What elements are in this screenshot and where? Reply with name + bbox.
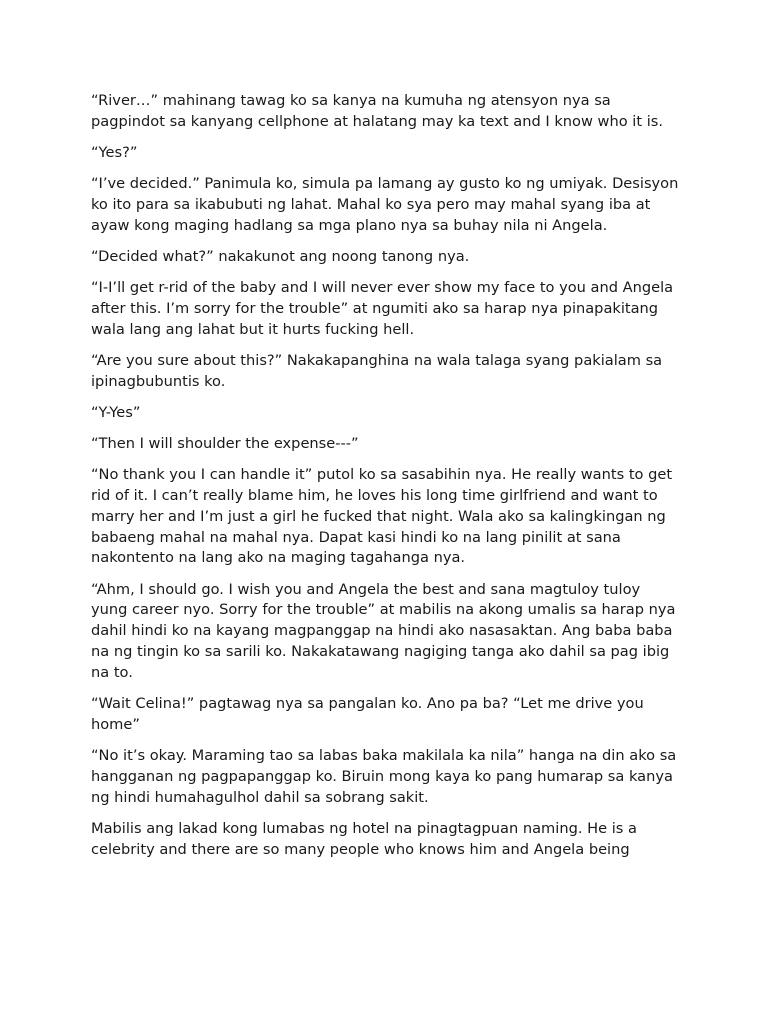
document-body xyxy=(91,91,679,871)
paragraph: “I’ve decided.” Panimula ko, simula pa lamang ay gusto ko ng umiyak. Desisyon ko ito para sa ikabubuti ng lahat. Mahal ko sya pero may mahal syang iba at ayaw kong maging hadlang sa mga plano nya sa buhay nila ni Angela. xyxy=(91,175,679,234)
paragraph: “No it’s okay. Maraming tao sa labas baka makilala ka nila” hanga na din ako sa hangganan ng pagpapanggap ko. Biruin mong kaya ko pang humarap sa kanya ng hindi humahagulhol dahil sa sobrang sakit. xyxy=(91,747,677,806)
paragraph: “Are you sure about this?” Nakakapanghina na wala talaga syang pakialam sa ipinagbubuntis ko. xyxy=(91,351,663,390)
paragraph: “River…” mahinang tawag ko sa kanya na kumuha ng atensyon nya sa pagpindot sa kanyang cellphone at halatang may ka text and I know who it is. xyxy=(91,92,663,130)
paragraph: Mabilis ang lakad kong lumabas ng hotel na pinagtagpuan naming. He is a celebrity and there are so many people who knows him and Angela being xyxy=(91,819,637,858)
paragraph: “Yes?” xyxy=(91,143,138,161)
paragraph: “Ahm, I should go. I wish you and Angela the best and sana magtuloy tuloy yung career nyo. Sorry for the trouble” at mabilis na akong umalis sa harap nya dahil hindi ko na kayang magpanggap na hindi ako nasasaktan. Ang baba baba na ng tingin ko sa sarili ko. Nakakatawang nagiging tanga ako dahil sa pag ibig na to. xyxy=(91,580,676,681)
paragraph: “I-I’ll get r-rid of the baby and I will never ever show my face to you and Angela after this. I’m sorry for the trouble” at ngumiti ako sa harap nya pinapakitang wala lang ang lahat but it hurts fucking hell. xyxy=(91,279,674,338)
paragraph: “Y-Yes” xyxy=(91,403,141,421)
paragraph: “No thank you I can handle it” putol ko sa sasabihin nya. He really wants to get rid of it. I can’t really blame him, he loves his long time girlfriend and want to marry her and I’m just a girl he fucked that night. Wala ako sa kalingkingan ng babaeng mahal na mahal nya. Dapat kasi hindi ko na lang pinilit at sana nakontento na lang ako na maging tagahanga nya. xyxy=(91,466,673,567)
paragraph: “Wait Celina!” pagtawag nya sa pangalan ko. Ano pa ba? “Let me drive you home” xyxy=(91,695,644,733)
paragraph: “Then I will shoulder the expense---” xyxy=(91,435,359,453)
paragraph: “Decided what?” nakakunot ang noong tanong nya. xyxy=(91,247,470,265)
